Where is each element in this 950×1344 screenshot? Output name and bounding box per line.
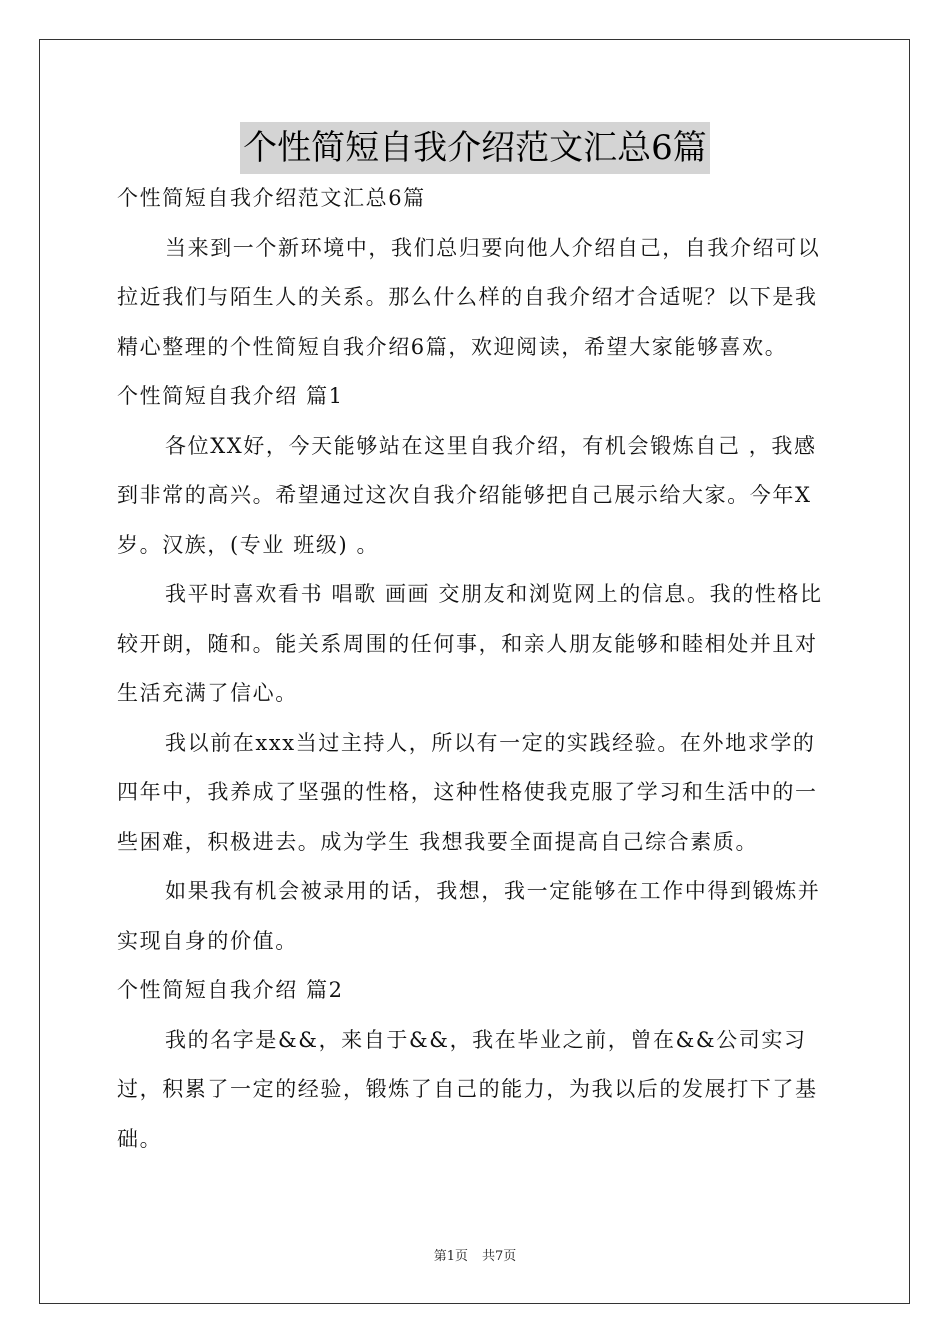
page-number: 第1页 — [433, 1249, 468, 1264]
page-footer — [0, 1248, 950, 1266]
page-total: 共7页 — [482, 1249, 517, 1264]
paragraph: 各位XX好，今天能够站在这里自我介绍，有机会锻炼自己 ，我感到非常的高兴。希望通过这次自我介绍能够把自己展示给大家。今年X岁。汉族，(专业 班级) 。 — [117, 433, 817, 557]
subtitle: 个性简短自我介绍范文汇总6篇 — [117, 186, 426, 210]
section-heading-2: 个性简短自我介绍 篇2 — [117, 978, 344, 1002]
paragraph: 如果我有机会被录用的话，我想，我一定能够在工作中得到锻炼并实现自身的价值。 — [117, 879, 821, 953]
document-title: 个性简短自我介绍范文汇总6篇 — [240, 122, 710, 174]
paragraph: 我平时喜欢看书 唱歌 画画 交朋友和浏览网上的信息。我的性格比较开朗，随和。能关系周围的任何事，和亲人朋友能够和睦相处并且对生活充满了信心。 — [117, 582, 823, 705]
document-body — [117, 174, 837, 1164]
intro-paragraph: 当来到一个新环境中，我们总归要向他人介绍自己，自我介绍可以拉近我们与陌生人的关系。那么什么样的自我介绍才合适呢？以下是我精心整理的个性简短自我介绍6篇，欢迎阅读，希望大家能够喜欢。 — [117, 235, 821, 359]
paragraph: 我以前在xxx当过主持人，所以有一定的实践经验。在外地求学的四年中，我养成了坚强的性格，这种性格使我克服了学习和生活中的一些困难，积极进去。成为学生 我想我要全面提高自己综合素质。 — [117, 730, 818, 854]
section-heading-1: 个性简短自我介绍 篇1 — [117, 384, 344, 408]
paragraph: 我的名字是&&，来自于&&，我在毕业之前，曾在&&公司实习过，积累了一定的经验，锻炼了自己的能力，为我以后的发展打下了基础。 — [117, 1027, 818, 1151]
title-container — [0, 122, 950, 174]
